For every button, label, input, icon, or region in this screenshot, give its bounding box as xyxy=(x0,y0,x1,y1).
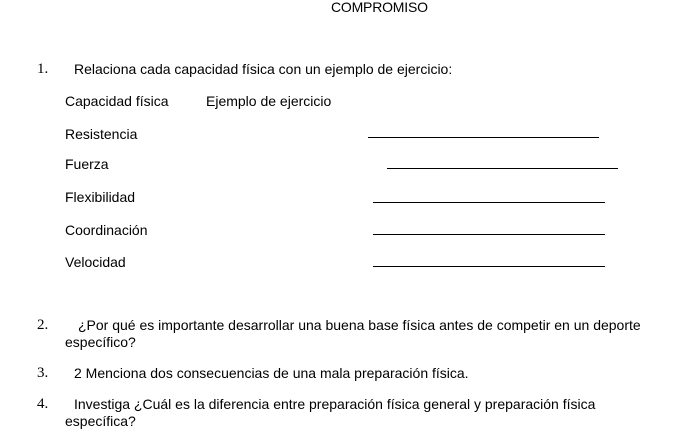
capacity-velocidad: Velocidad xyxy=(65,254,126,270)
question-4-continuation: específica? xyxy=(65,413,136,429)
capacity-resistencia: Resistencia xyxy=(65,126,138,142)
question-1-text: Relaciona cada capacidad física con un ejemplo de ejercicio: xyxy=(74,61,453,77)
question-2-number: 2. xyxy=(37,317,49,333)
capacity-fuerza: Fuerza xyxy=(65,156,109,172)
question-4-text: Investiga ¿Cuál es la diferencia entre preparación física general y preparación física xyxy=(74,396,596,412)
answer-line-resistencia[interactable] xyxy=(368,137,599,138)
question-3-number: 3. xyxy=(37,365,49,381)
table-header-example: Ejemplo de ejercicio xyxy=(206,93,332,109)
answer-line-coordinacion[interactable] xyxy=(373,234,605,235)
answer-line-flexibilidad[interactable] xyxy=(373,202,605,203)
capacity-flexibilidad: Flexibilidad xyxy=(65,189,136,205)
answer-line-fuerza[interactable] xyxy=(387,168,618,169)
question-2-continuation: específico? xyxy=(65,334,136,350)
question-2-text: ¿Por qué es importante desarrollar una buena base física antes de competir en un deporte xyxy=(78,317,641,333)
table-header-capacity: Capacidad física xyxy=(65,93,169,109)
question-4-number: 4. xyxy=(37,396,49,412)
page-title: COMPROMISO xyxy=(331,0,428,15)
answer-line-velocidad[interactable] xyxy=(373,266,605,267)
question-3-text: 2 Menciona dos consecuencias de una mala preparación física. xyxy=(74,365,469,381)
capacity-coordinacion: Coordinación xyxy=(65,222,148,238)
question-1-number: 1. xyxy=(37,61,49,77)
